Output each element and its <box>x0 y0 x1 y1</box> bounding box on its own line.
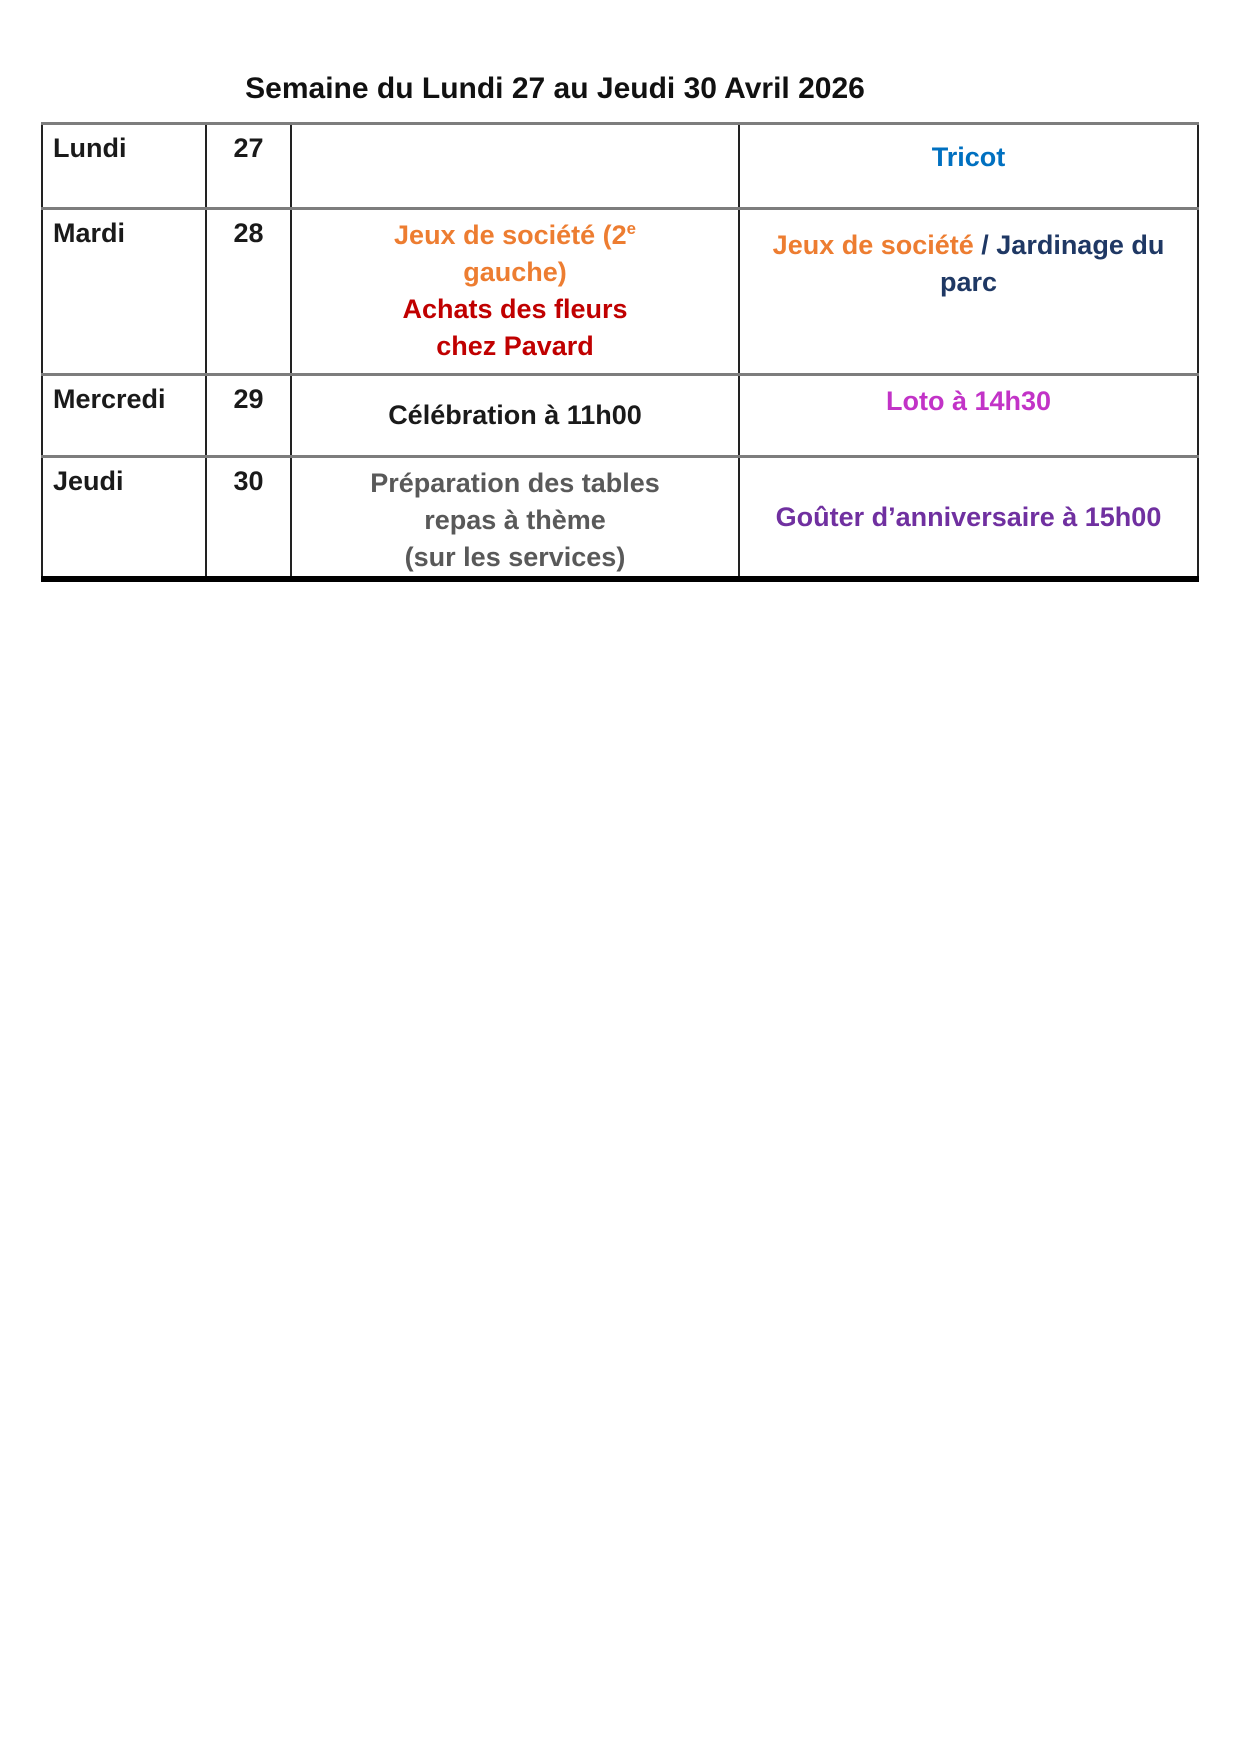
activity-jeux-jardinage-line2: parc <box>939 267 998 297</box>
date-cell-mardi <box>206 209 291 375</box>
date-label: 27 <box>233 133 264 163</box>
activity-jeux-societe: Jeux de société <box>772 230 982 260</box>
day-cell-lundi <box>42 124 206 209</box>
table-row-mercredi <box>42 375 1198 457</box>
day-label: Jeudi <box>53 466 124 496</box>
schedule-table <box>41 122 1199 582</box>
activity-jeux-societe-line2: gauche) <box>463 257 567 287</box>
activity-tricot: Tricot <box>931 142 1006 172</box>
date-cell-lundi <box>206 124 291 209</box>
date-label: 28 <box>233 218 264 248</box>
day-cell-jeudi <box>42 457 206 580</box>
morning-activity-cell-lundi <box>291 124 739 209</box>
day-cell-mercredi <box>42 375 206 457</box>
date-cell-mercredi <box>206 375 291 457</box>
table-row-lundi <box>42 124 1198 209</box>
day-label: Mercredi <box>53 384 166 414</box>
table-row-jeudi <box>42 457 1198 580</box>
activity-gouter-anniversaire: Goûter d’anniversaire à 15h00 <box>775 501 1162 532</box>
table-row-mardi <box>42 209 1198 375</box>
date-label: 30 <box>233 466 264 496</box>
activity-preparation-tables: Préparation des tables <box>370 468 660 498</box>
afternoon-activity-cell-jeudi <box>739 457 1198 580</box>
activity-sur-les-services: (sur les services) <box>404 542 626 572</box>
activity-chez-pavard: chez Pavard <box>436 331 594 361</box>
activity-loto: Loto à 14h30 <box>885 386 1052 416</box>
date-label: 29 <box>233 384 264 414</box>
activity-repas-theme: repas à thème <box>424 505 606 535</box>
morning-activity-cell-mardi <box>291 209 739 375</box>
afternoon-activity-cell-mercredi <box>739 375 1198 457</box>
date-cell-jeudi <box>206 457 291 580</box>
afternoon-activity-cell-mardi <box>739 209 1198 375</box>
activity-celebration: Célébration à 11h00 <box>388 400 642 430</box>
activity-jeux-societe-line1 <box>292 217 738 254</box>
superscript-e: e <box>626 219 636 238</box>
day-cell-mardi <box>42 209 206 375</box>
morning-activity-cell-mercredi <box>291 375 739 457</box>
morning-activity-cell-jeudi <box>291 457 739 580</box>
day-label: Lundi <box>53 133 127 163</box>
activity-achats-fleurs: Achats des fleurs <box>402 294 628 324</box>
day-label: Mardi <box>53 218 126 248</box>
activity-jardinage: / Jardinage du <box>981 230 1165 260</box>
page-title: Semaine du Lundi 27 au Jeudi 30 Avril 2026 <box>245 72 865 105</box>
activity-text: Jeux de société (2 <box>394 220 627 250</box>
activity-jeux-jardinage-line1 <box>740 227 1197 264</box>
afternoon-activity-cell-lundi <box>739 124 1198 209</box>
